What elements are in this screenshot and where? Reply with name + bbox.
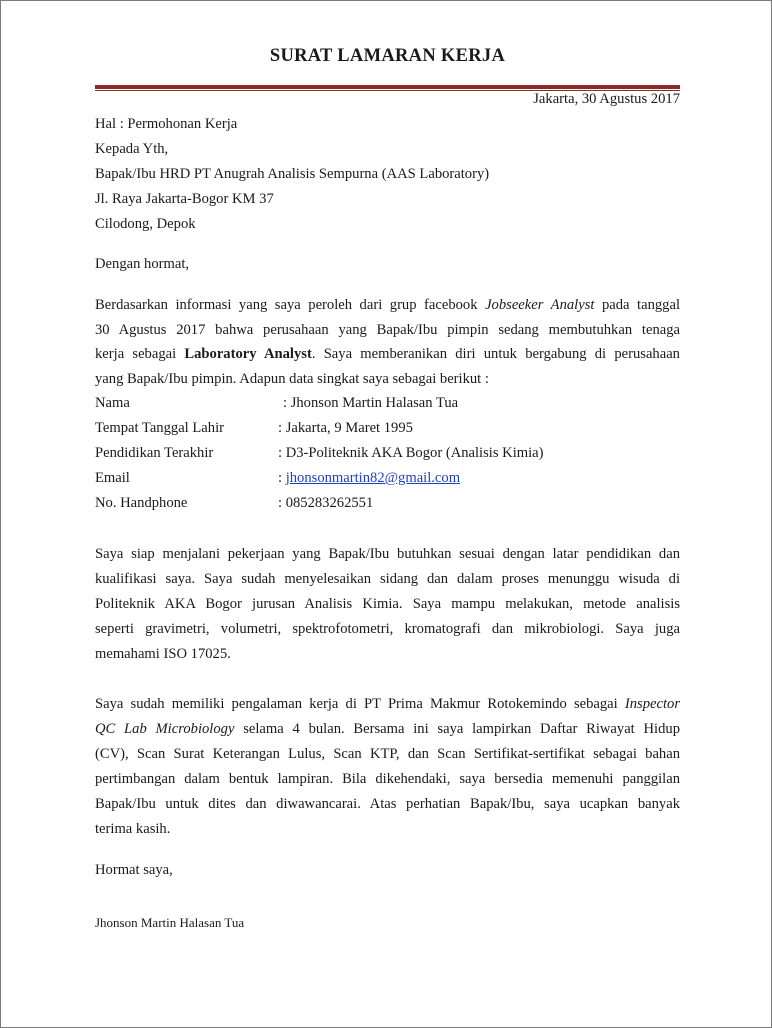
para3-line3: (CV), Scan Surat Keterangan Lulus, Scan KTP, dan Scan Sertifikat-sertifikat sebagai bahan [95, 746, 680, 762]
para1-line1 [95, 296, 680, 314]
header-rule [95, 85, 680, 89]
name-value: : Jhonson Martin Halasan Tua [283, 395, 459, 411]
letter-title: SURAT LAMARAN KERJA [269, 46, 506, 66]
birth-label: Tempat Tanggal Lahir [95, 420, 224, 436]
education-value: : D3-Politeknik AKA Bogor (Analisis Kimia) [278, 445, 544, 461]
para3-line4: pertimbangan dalam bentuk lampiran. Bila dikehendaki, saya bersedia memenuhi panggilan [95, 771, 680, 787]
phone-label: No. Handphone [95, 495, 188, 511]
para1-line3-bold: Laboratory Analyst [184, 346, 312, 362]
para3-line1 [95, 695, 680, 713]
para3-line6: terima kasih. [95, 821, 171, 837]
para2-line2: kualifikasi saya. Saya sudah menyelesaikan sidang dan dalam proses menunggu wisuda di [95, 571, 680, 587]
recipient-street: Jl. Raya Jakarta-Bogor KM 37 [95, 191, 274, 207]
para3-line5: Bapak/Ibu untuk dites dan diwawancarai. Atas perhatian Bapak/Ibu, saya ucapkan banyak [95, 796, 680, 812]
birth-value: : Jakarta, 9 Maret 1995 [278, 420, 413, 436]
recipient-greeting: Kepada Yth, [95, 141, 169, 157]
para3-line2-b: selama 4 bulan. Bersama ini saya lampirkan Daftar Riwayat Hidup [234, 721, 680, 737]
email-label: Email [95, 470, 130, 486]
para3-line1-italic: Inspector [624, 696, 680, 712]
para1-line3 [95, 345, 680, 363]
para1-line1-c: pada tanggal [594, 297, 681, 313]
signature-name: Jhonson Martin Halasan Tua [95, 915, 245, 930]
para2-line1: Saya siap menjalani pekerjaan yang Bapak/Ibu butuhkan sesuai dengan latar pendidikan dan [95, 546, 680, 562]
para1-line2: 30 Agustus 2017 bahwa perusahaan yang Bapak/Ibu pimpin sedang membutuhkan tenaga [95, 322, 680, 338]
email-colon: : [278, 470, 286, 486]
education-label: Pendidikan Terakhir [95, 445, 214, 461]
recipient-city: Cilodong, Depok [95, 216, 196, 232]
email-link[interactable]: jhonsonmartin82@gmail.com [285, 470, 461, 486]
para1-line1-a: Berdasarkan informasi yang saya peroleh dari grup facebook [95, 297, 486, 313]
name-label: Nama [95, 395, 130, 411]
para1-line3-c: . Saya memberanikan diri untuk bergabung di perusahaan [311, 346, 680, 362]
phone-value: : 085283262551 [278, 495, 374, 511]
para3-line2 [95, 720, 680, 738]
para3-line1-a: Saya sudah memiliki pengalaman kerja di PT Prima Makmur Rotokemindo sebagai [95, 696, 625, 712]
email-row [278, 469, 460, 487]
para1-line4: yang Bapak/Ibu pimpin. Adapun data singkat saya sebagai berikut : [95, 371, 489, 387]
para2-line5: memahami ISO 17025. [95, 646, 231, 662]
para1-line1-italic: Jobseeker Analyst [485, 297, 595, 313]
letter-date: Jakarta, 30 Agustus 2017 [533, 91, 680, 107]
para1-line3-a: kerja sebagai [95, 346, 185, 362]
letter-subject: Hal : Permohonan Kerja [95, 116, 238, 132]
para2-line3: Politeknik AKA Bogor jurusan Analisis Kimia. Saya mampu melakukan, metode analisis [95, 596, 680, 612]
recipient-name: Bapak/Ibu HRD PT Anugrah Analisis Sempurna (AAS Laboratory) [95, 166, 490, 182]
closing: Hormat saya, [95, 862, 173, 878]
salutation: Dengan hormat, [95, 256, 190, 272]
para2-line4: seperti gravimetri, volumetri, spektrofotometri, kromatografi dan mikrobiologi. Saya juga [95, 621, 680, 637]
para3-line2-italic: QC Lab Microbiology [95, 721, 235, 737]
